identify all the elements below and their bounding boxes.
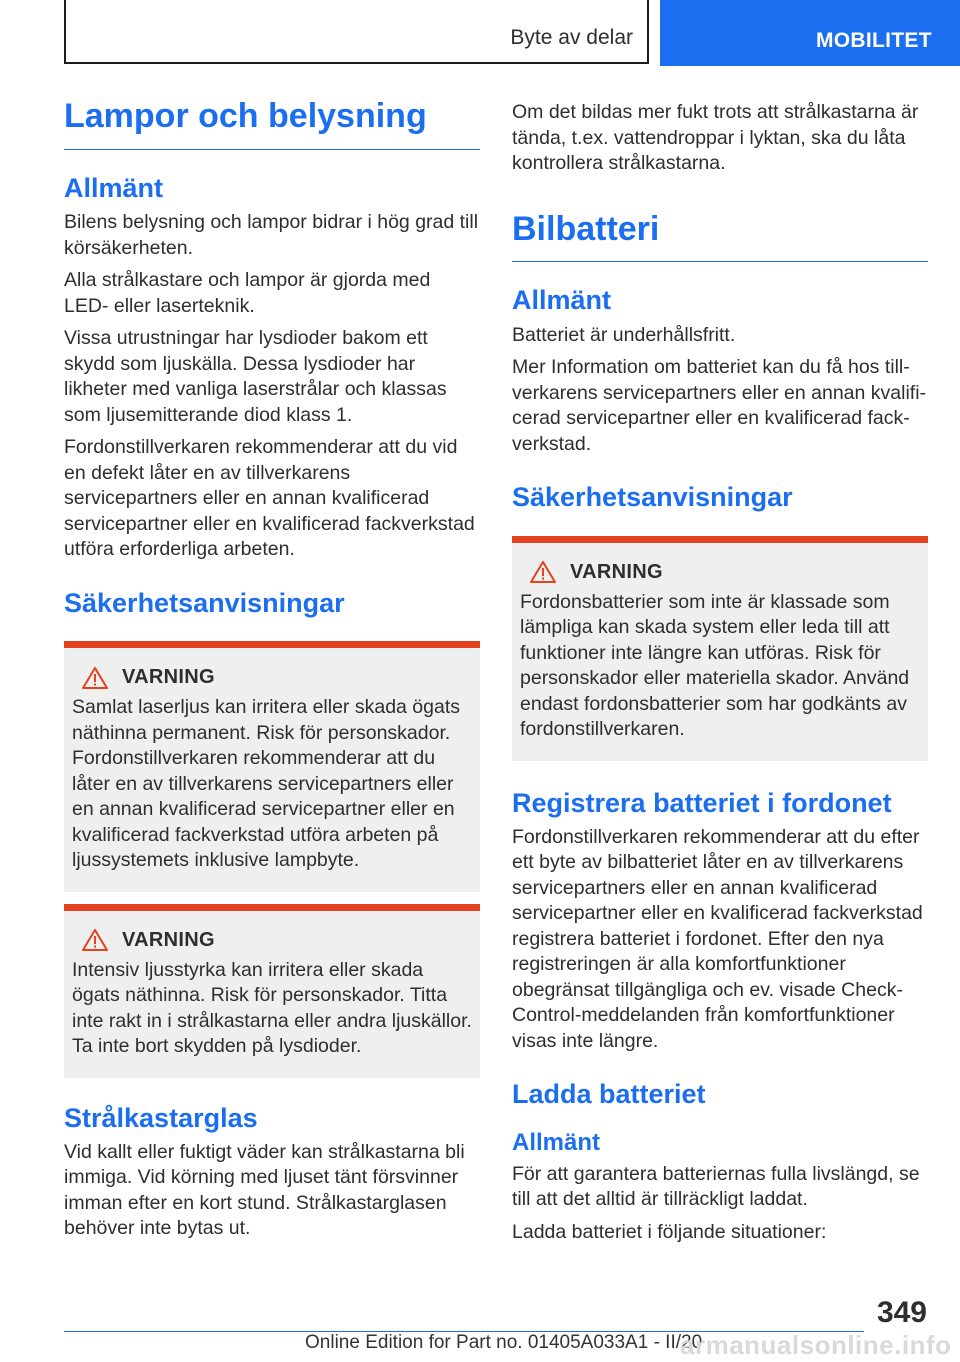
header-frame xyxy=(64,0,649,64)
watermark-logo: armanualsonline.info xyxy=(680,1330,952,1360)
paragraph: Alla strålkastare och lampor är gjorda med LED- eller laserteknik. xyxy=(64,269,431,317)
warning-label: VARNING xyxy=(122,666,215,689)
paragraph: Mer Information om batteriet kan du få hos tillverkarens servicepartners eller en annan kvalificerad servicepartner eller en kvalificerad fackverkstad. xyxy=(512,356,927,455)
warning-title xyxy=(72,666,472,689)
subheading-general-charge: Allmänt xyxy=(512,1128,601,1156)
right-column xyxy=(512,100,928,1245)
warning-title xyxy=(520,561,920,584)
paragraph: Ladda batteriet i följande situationer: xyxy=(512,1220,827,1243)
left-column xyxy=(64,96,480,1242)
paragraph: För att garantera batteriernas fulla livslängd, se till att det alltid är tillräckligt laddat. xyxy=(512,1162,920,1211)
warning-text: Intensiv ljusstyrka kan irritera eller skada ögats näthinna. Risk för personskador. Titta inte rakt in i strålkastarna eller andra ljuskällor. Ta inte bort skydden på lysdioder. xyxy=(72,958,472,1058)
warning-label: VARNING xyxy=(122,928,215,951)
paragraph: Vid kallt eller fuktigt väder kan strålkastarna bli immiga. Vid körning med ljuset tänt försvinner imman efter en kort stund. Strålkastarglasen behöver inte bytas ut. xyxy=(64,1140,465,1240)
heading-charge-battery: Ladda batteriet xyxy=(512,1079,706,1110)
heading-safety-battery: Säkerhetsanvisningar xyxy=(512,482,793,513)
warning-title xyxy=(72,929,472,952)
heading-general-lights: Allmänt xyxy=(64,172,164,203)
paragraph: Bilens belysning och lampor bidrar i hög grad till körsäkerheten. xyxy=(64,211,479,259)
warning-triangle-icon xyxy=(530,561,556,583)
chapter-tab: MOBILITET xyxy=(660,0,960,66)
page-header xyxy=(0,0,960,66)
paragraph: Batteriet är underhållsfritt. xyxy=(512,323,736,346)
page-title-battery: Bilbatteri xyxy=(512,209,928,263)
paragraph: Fordonstillverkaren rekommenderar att du vid en defekt låter en av tillverkarens servicepartners eller en annan kvalificerad servicepartner eller en kvalificerad fackverkstad utföra erforderliga arbeten. xyxy=(64,436,475,561)
heading-safety-lights: Säkerhetsanvisningar xyxy=(64,587,345,618)
warning-box-battery xyxy=(512,536,928,761)
warning-triangle-icon xyxy=(82,929,108,951)
page-number: 349 xyxy=(876,1296,927,1329)
paragraph: Vissa utrustningar har lysdioder bakom ett skydd som ljuskälla. Dessa lysdioder har likheter med vanliga laserstrålar och klassas som ljusemitterande diod klass 1. xyxy=(64,327,447,426)
section-title: Byte av delar xyxy=(510,26,633,49)
warning-label: VARNING xyxy=(570,560,663,583)
warning-box-brightness xyxy=(64,904,480,1078)
heading-headlight-glass: Strålkastarglas xyxy=(64,1102,258,1133)
heading-general-battery: Allmänt xyxy=(512,285,612,316)
page-title-lights: Lampor och belysning xyxy=(64,96,480,150)
warning-text: Fordonsbatterier som inte är klassade som lämpliga kan skada system eller leda till att funktioner inte längre kan utföras. Risk för personskador eller materiella skador. Använd endast fordonsbatterier som har godkänts av fordonstillverkaren. xyxy=(520,590,910,741)
paragraph: Fordonstillverkaren rekommenderar att du efter ett byte av bilbatteriet låter en av tillverkarens servicepartners eller en annan kvalificerad servicepartner eller en kvalificerad fackverkstad registrera batteriet i fordonet. Efter den nya registreringen är alla komfortfunktioner obegränsat tillgängliga och ev. visade Check-Control-meddelanden från komfortfunktioner visas inte längre. xyxy=(512,825,923,1052)
warning-box-laser xyxy=(64,641,480,892)
footer-edition: Online Edition for Part no. 01405A033A1 - II/20 xyxy=(305,1332,703,1353)
warning-text: Samlat laserljus kan irritera eller skada ögats näthinna permanent. Risk för personskador. Fordonstillverkaren rekommenderar att du låter en av tillverkarens servicepartners eller en annan kvalificerad servicepartner eller en kvalificerad fackverkstad utföra arbeten på ljussystemets inklusive lampbyte. xyxy=(72,696,461,872)
warning-triangle-icon xyxy=(82,667,108,689)
heading-register-battery: Registrera batteriet i fordonet xyxy=(512,787,892,818)
paragraph: Om det bildas mer fukt trots att strålkastarna är tända, t.ex. vattendroppar i lyktan, ska du låta kontrollera strålkastarna. xyxy=(512,101,919,174)
